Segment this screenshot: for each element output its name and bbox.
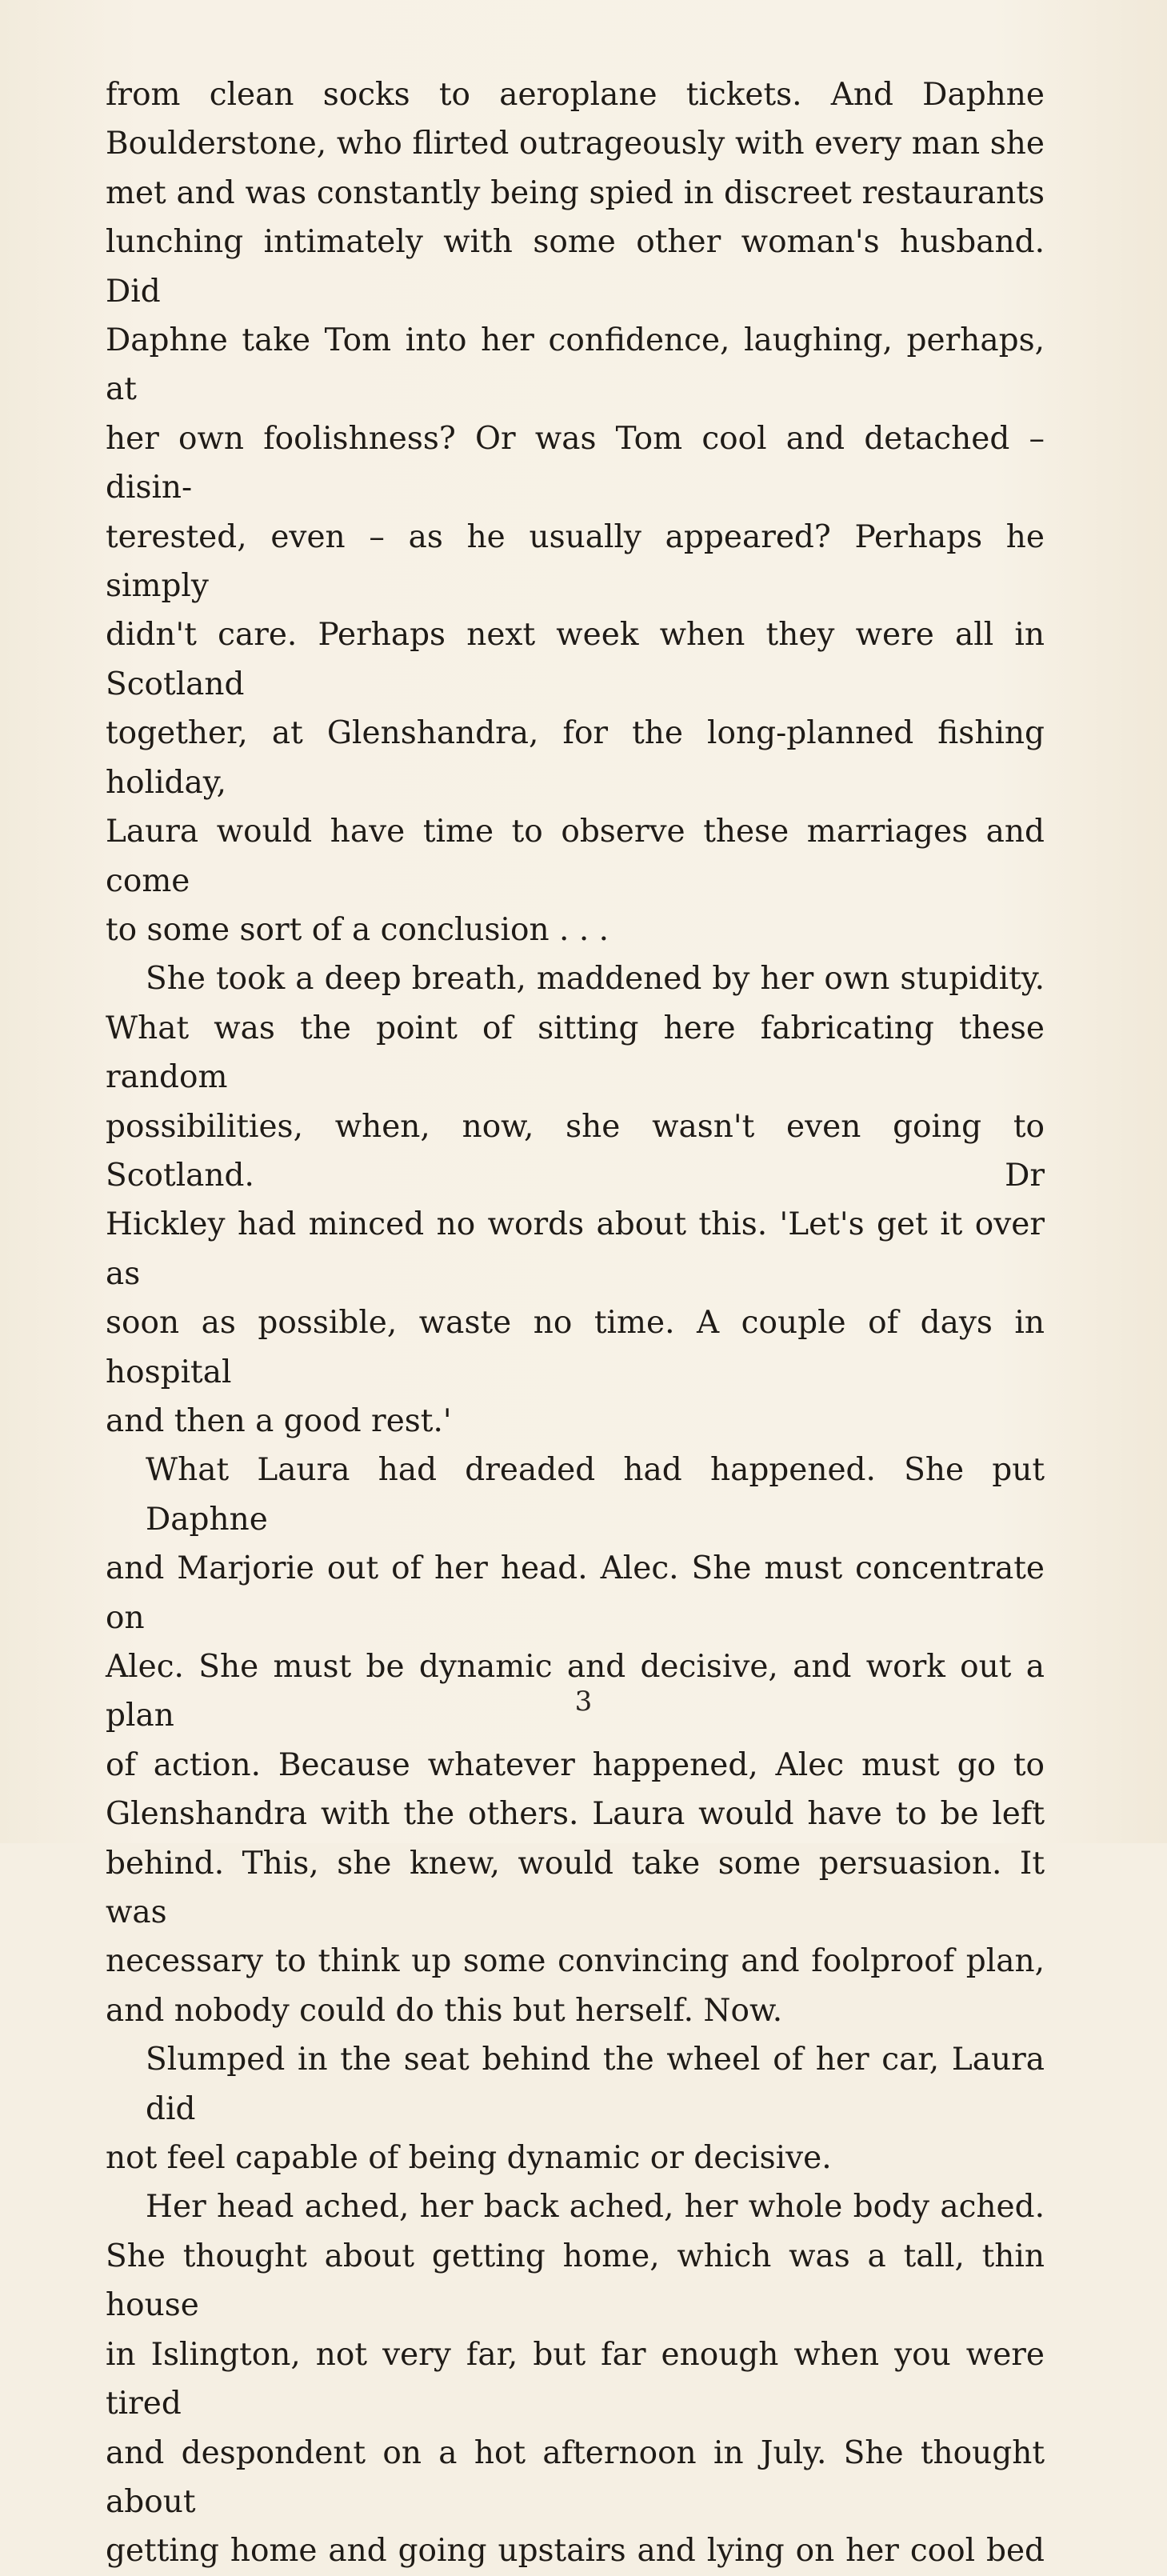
text-line: possibilities, when, now, she wasn't even going to Scotland. Dr (106, 1108, 1045, 1194)
text-line: soon as possible, waste no time. A couple of days in hospital (106, 1305, 1045, 1390)
text-line: Slumped in the seat behind the wheel of her car, Laura did (146, 2042, 1045, 2127)
text-line: lunching intimately with some other woman's husband. Did (106, 224, 1045, 310)
text-line: of action. Because whatever happened, Alec must go to (106, 1746, 1045, 1783)
text-line: She thought about getting home, which was a tall, thin house (106, 2238, 1045, 2324)
text-line: didn't care. Perhaps next week when they were all in Scotland (106, 617, 1045, 702)
paragraph-4 (106, 2035, 1045, 2182)
body-text (106, 70, 1045, 2576)
paragraph-5 (106, 2182, 1045, 2575)
text-line: and Marjorie out of her head. Alec. She must concentrate on (106, 1550, 1045, 1636)
text-line: What was the point of sitting here fabricating these random (106, 1010, 1045, 1096)
text-line: not feel capable of being dynamic or decisive. (106, 2140, 832, 2177)
paragraph-3 (106, 1446, 1045, 2035)
text-line: met and was constantly being spied in discreet restaurants (106, 174, 1045, 211)
text-line: getting home and going upstairs and lying on her cool bed (106, 2533, 1045, 2570)
text-line: and despondent on a hot afternoon in July. She thought about (106, 2434, 1045, 2520)
text-line: from clean socks to aeroplane tickets. And Daphne (106, 77, 1045, 113)
text-line: Boulderstone, who flirted outrageously with every man she (106, 126, 1045, 162)
text-line: and then a good rest.' (106, 1402, 452, 1439)
text-line: in Islington, not very far, but far enough when you were tired (106, 2336, 1045, 2422)
text-line: to some sort of a conclusion . . . (106, 911, 609, 948)
text-line: She took a deep breath, maddened by her own stupidity. (146, 961, 1045, 998)
text-line: together, at Glenshandra, for the long-planned fishing holiday, (106, 715, 1045, 801)
page-number: 3 (574, 1686, 593, 1718)
paragraph-2 (106, 954, 1045, 1446)
text-line: Hickley had minced no words about this. 'Let's get it over as (106, 1206, 1045, 1292)
text-line: Laura would have time to observe these marriages and come (106, 814, 1045, 899)
text-line: and nobody could do this but herself. Now. (106, 1992, 783, 2029)
paragraph-1 (106, 70, 1045, 954)
text-line: Glenshandra with the others. Laura would have to be left (106, 1796, 1045, 1833)
text-line: necessary to think up some convincing and foolproof plan, (106, 1943, 1045, 1980)
text-line: terested, even – as he usually appeared? Perhaps he simply (106, 518, 1045, 605)
text-line: Alec. She must be dynamic and decisive, and work out a plan (106, 1649, 1045, 1734)
text-line: What Laura had dreaded had happened. She put Daphne (146, 1452, 1045, 1538)
text-line: her own foolishness? Or was Tom cool and detached – disin- (106, 420, 1045, 506)
text-line: behind. This, she knew, would take some persuasion. It was (106, 1845, 1045, 1931)
text-line: Her head ached, her back ached, her whole body ached. (146, 2189, 1045, 2226)
text-line: Daphne take Tom into her confidence, laughing, perhaps, at (106, 322, 1045, 408)
